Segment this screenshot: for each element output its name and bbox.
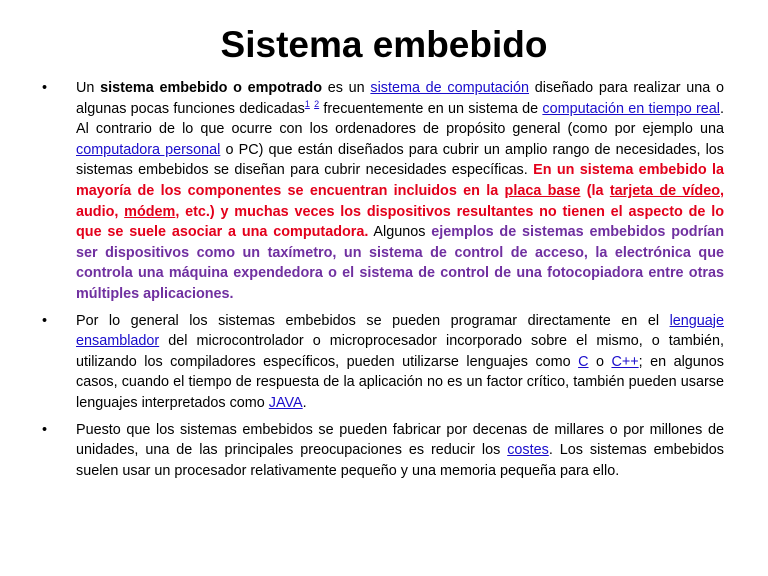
link-computacion-en-tiempo-real[interactable]: computación en tiempo real bbox=[542, 100, 720, 117]
bold-term: sistema embebido o empotrado bbox=[100, 80, 322, 96]
link-sistema-de-computacion[interactable]: sistema de computación bbox=[370, 80, 529, 96]
red-emphasis-text: (la bbox=[580, 182, 610, 199]
red-emphasis-text: , audio, bbox=[76, 182, 724, 220]
footnote-2-link[interactable]: 2 bbox=[314, 98, 320, 109]
footnote-1-link[interactable]: 1 bbox=[304, 98, 310, 109]
text: Un bbox=[76, 80, 101, 96]
text: ; en algunos casos, cuando el tiempo de respuesta de la aplicación no es un factor crítico, también pueden usarse lenguajes interpretados como bbox=[76, 353, 725, 411]
link-lenguaje-ensamblador[interactable]: lenguaje ensamblador bbox=[76, 312, 724, 350]
text: o PC) que están diseñados para cubrir un amplio rango de necesidades, los sistemas embebidos se diseñan para cubrir necesidades específicas. bbox=[76, 141, 724, 179]
link-placa-base[interactable]: placa base bbox=[504, 182, 581, 199]
text: Por lo general los sistemas embebidos se pueden programar directamente en el bbox=[76, 312, 670, 329]
bullet-item-programming bbox=[34, 311, 724, 414]
text: del microcontrolador o microprocesador incorporado sobre el mismo, o también, utilizando los compiladores específicos, pueden utilizarse lenguajes como bbox=[76, 333, 724, 370]
text: Algunos bbox=[368, 224, 432, 241]
slide-title: Sistema embebido bbox=[220, 24, 548, 65]
link-tarjeta-de-video[interactable]: tarjeta de vídeo bbox=[609, 182, 720, 199]
link-c[interactable]: C bbox=[578, 353, 589, 370]
bullet-dot-icon: • bbox=[42, 421, 48, 438]
text: . bbox=[302, 394, 307, 411]
text: frecuentemente en un sistema de bbox=[319, 100, 543, 117]
bullet-item-costs bbox=[34, 420, 724, 482]
text: Puesto que los sistemas embebidos se pueden fabricar por decenas de millares o por millones de unidades, una de las principales preocupaciones es reducir los bbox=[76, 421, 724, 459]
red-emphasis-text: En un sistema embebido la mayoría de los componentes se encuentran incluidos en la bbox=[76, 162, 724, 199]
purple-emphasis-text: ejemplos de sistemas embebidos podrían ser dispositivos como un taxímetro, un sistema de control de acceso, la electrónica que controla una máquina expendedora o el sistema de control de una fotocopiadora entre otras múltiples aplicaciones. bbox=[76, 224, 724, 302]
text: diseñado para realizar una o algunas pocas funciones dedicadas bbox=[76, 80, 725, 117]
text: . Al contrario de lo que ocurre con los ordenadores de propósito general (como por ejemplo una bbox=[76, 100, 724, 138]
text: . Los sistemas embebidos suelen usar un procesador relativamente pequeño y una memoria pequeña para ello. bbox=[76, 442, 724, 479]
link-modem[interactable]: módem bbox=[124, 203, 176, 220]
link-cpp[interactable]: C++ bbox=[611, 353, 639, 370]
link-costes[interactable]: costes bbox=[507, 442, 549, 459]
red-emphasis-text: , etc.) y muchas veces los dispositivos resultantes no tienen el aspecto de lo que se suele asociar a una computadora. bbox=[76, 203, 724, 241]
bullet-dot-icon: • bbox=[42, 312, 48, 329]
bullet-item-definition bbox=[34, 78, 724, 305]
bullet-dot-icon: • bbox=[42, 80, 48, 96]
link-computadora-personal[interactable]: computadora personal bbox=[76, 141, 221, 158]
link-java[interactable]: JAVA bbox=[268, 394, 303, 411]
text: o bbox=[588, 353, 612, 370]
text: es un bbox=[322, 80, 371, 96]
bullet-list bbox=[34, 78, 724, 487]
